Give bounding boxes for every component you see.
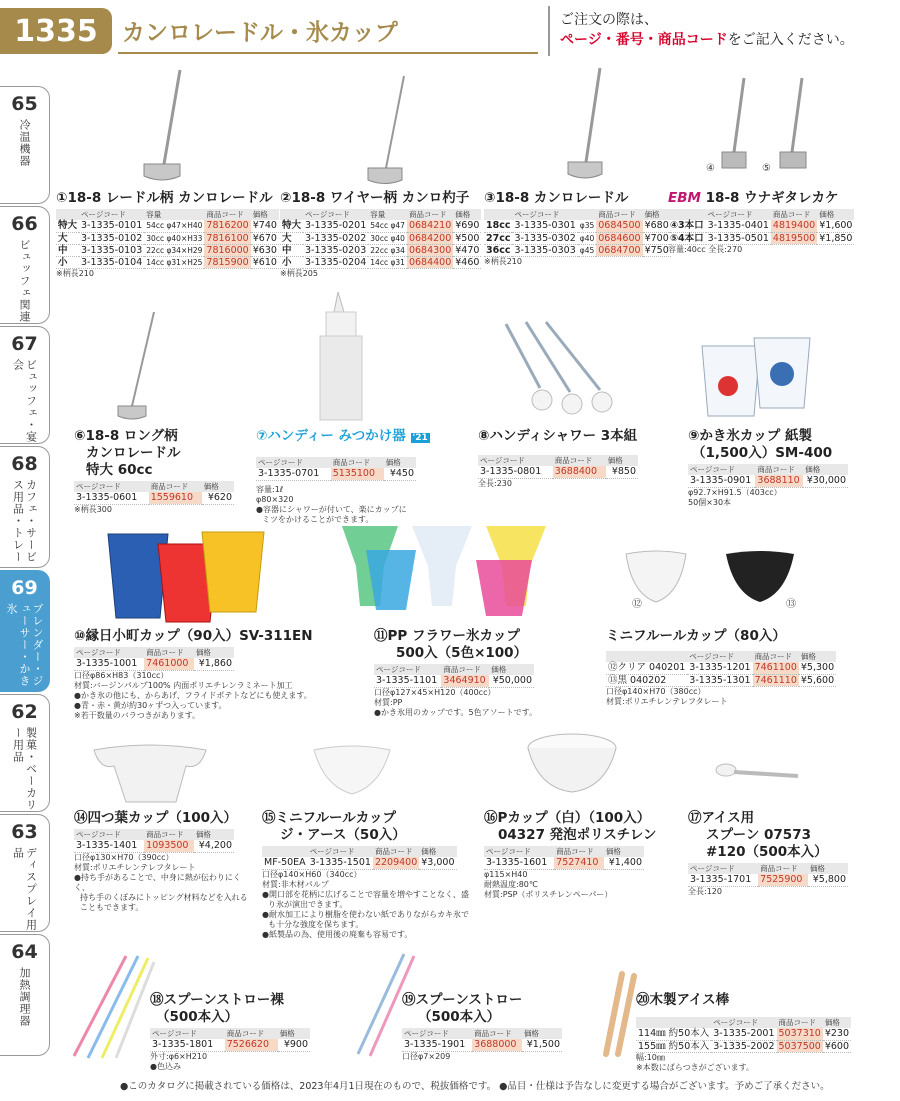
product-4-5 xyxy=(668,190,853,255)
product-18-title: ⑱スプーンストロー裸 xyxy=(150,992,284,1008)
image-label-13: ⑬ xyxy=(786,599,796,610)
table-row[interactable]: 114㎜ 約50本入 3-1335-2001 5037310 ¥230 xyxy=(638,1028,850,1040)
product-8-title: ⑧ハンディシャワー 3本組 xyxy=(478,428,638,444)
product-3-title: ③18-8 カンロレードル xyxy=(484,190,629,206)
p-cup-image xyxy=(522,730,622,796)
hand-shower-image xyxy=(496,318,626,418)
table-row[interactable]: 3-1335-1401 1093500 ¥4,200 xyxy=(76,840,232,852)
table-row[interactable]: 特大 3-1335-0101 54cc φ47×H40 7816200 ¥740 xyxy=(58,220,277,232)
spoon-straw-bare-image xyxy=(66,950,156,1062)
product-11-table: ページコード 商品コード 価格 3-1335-1101 3464910 ¥50,000 xyxy=(376,665,532,687)
product-1-note: ※柄長210 xyxy=(56,268,94,278)
product-8-table: ページコード 商品コード 価格 3-1335-0801 3688400 ¥850 xyxy=(480,456,636,478)
product-19-table: ページコード 商品コード 価格 3-1335-1901 3688000 ¥1,500 xyxy=(404,1029,560,1051)
table-row[interactable]: 小 3-1335-0104 14cc φ31×H25 7815900 ¥610 xyxy=(58,256,277,268)
product-11-title: ⑪PP フラワー氷カップ xyxy=(374,628,520,644)
product-17: ⑰アイス用 スプーン 07573 #120（500本入） ページコード 商品コード 価格 3-1335-1701 7525900 ¥5,800 全長:120 xyxy=(688,810,858,897)
product-3 xyxy=(484,190,669,267)
product-9: ⑨かき氷カップ 紙製 （1,500入）SM-400 ページコード 商品コード 価格 3-1335-0901 3688110 ¥30,000 φ92.7×H91.5（403cc） 50個×30本 xyxy=(688,428,858,508)
ladle-image-1 xyxy=(130,64,200,184)
product-7-title: ⑦ハンディー みつかけ器 '21 xyxy=(256,428,428,444)
paper-ice-cup-image xyxy=(696,330,816,422)
table-row[interactable]: 大 3-1335-0102 30cc φ40×H33 7816100 ¥670 xyxy=(58,232,277,244)
tab-67[interactable]: 67 ビュッフェ・宴会 xyxy=(0,326,50,444)
product-2-table: ページコード 容量 商品コード 価格 特大 3-1335-0201 54cc φ47 0684210 ¥690 大 3-1335-0202 30cc φ40 0684200 ¥500 中 3-1335-0203 22cc φ34 0684300 ¥470 小 3-1335-0204 14cc φ31 0684400 ¥460 xyxy=(282,210,480,268)
product-2-title: ②18-8 ワイヤー柄 カンロ杓子 xyxy=(280,190,470,206)
product-12-13: ミニフルールカップ（80入） ページコード 商品コード 価格 ⑫クリア 040201 3-1335-1201 7461100 ¥5,300 ⑬黒 040202 3-1335-1301 7461110 ¥5,600 口径φ140×H70（380cc） 材質:ポリエチレンテレフタレート xyxy=(606,628,835,706)
ladle-image-2 xyxy=(350,72,420,187)
product-8: ⑧ハンディシャワー 3本組 ページコード 商品コード 価格 3-1335-0801 3688400 ¥850 全長:230 xyxy=(478,428,658,489)
product-10-title: ⑩縁日小町カップ（90入）SV-311EN xyxy=(74,628,313,644)
order-note: ご注文の際は、 ページ・番号・商品コードをご記入ください。 xyxy=(548,6,900,56)
table-row[interactable]: ④3本口 3-1335-0401 4819400 ¥1,600 xyxy=(670,220,853,232)
table-row[interactable]: 大 3-1335-0202 30cc φ40 0684200 ¥500 xyxy=(282,232,480,244)
product-15-title: ⑮ミニフルールカップ xyxy=(262,810,397,826)
product-6: ⑥18-8 ロング柄 カンロレードル 特大 60cc ページコード 商品コード 価格 3-1335-0601 1559610 ¥620 ※柄長300 xyxy=(74,428,244,515)
product-12-13-table: ページコード 商品コード 価格 ⑫クリア 040201 3-1335-1201 7461100 ¥5,300 ⑬黒 040202 3-1335-1301 7461110 ¥5,600 xyxy=(608,652,835,686)
wooden-stick-image xyxy=(596,968,640,1060)
table-row[interactable]: 36cc 3-1335-0303 φ45 0684700 ¥750 xyxy=(486,244,669,256)
ladle-image-3 xyxy=(548,64,618,184)
flower-ice-cup-image xyxy=(336,520,566,620)
the-earth-cup-image xyxy=(310,742,394,802)
product-16: ⑯Pカップ（白）（100入） 04327 発泡ポリスチレン ページコード 商品コード 価格 3-1335-1601 7527410 ¥1,400 φ115×H40 耐熱温度:80℃ 材質:PSP（ポリスチレンペーパー） xyxy=(484,810,674,900)
mini-fleur-cup-image xyxy=(620,548,800,612)
product-20-title: ⑳木製アイス棒 xyxy=(636,992,730,1008)
product-16-table: ページコード 商品コード 価格 3-1335-1601 7527410 ¥1,400 xyxy=(486,847,642,869)
table-row[interactable]: 特大 3-1335-0201 54cc φ47 0684210 ¥690 xyxy=(282,220,480,232)
table-row[interactable]: 3-1335-0901 3688110 ¥30,000 xyxy=(690,475,846,487)
table-row[interactable]: 155㎜ 約50本入 3-1335-2002 5037500 ¥600 xyxy=(638,1040,850,1052)
syrup-bottle-image xyxy=(312,290,372,426)
table-row[interactable]: ⑬黒 040202 3-1335-1301 7461110 ¥5,600 xyxy=(608,674,835,686)
product-20: ⑳木製アイス棒 ページコード 商品コード 価格 114㎜ 約50本入 3-1335-2001 5037310 ¥230 155㎜ 約50本入 3-1335-2002 5037500 ¥600 幅:10㎜ ※本数にばらつきがございます。 xyxy=(636,992,850,1072)
product-3-table: ページコード 商品コード 価格 18cc 3-1335-0301 φ35 0684500 ¥680 27cc 3-1335-0302 φ40 0684600 ¥700 36cc 3-1335-0303 φ45 0684700 ¥750 xyxy=(486,210,669,256)
product-4-5-title: EBM 18-8 ウナギタレカケ xyxy=(668,190,839,206)
product-9-table: ページコード 商品コード 価格 3-1335-0901 3688110 ¥30,000 xyxy=(690,465,846,487)
product-1-title: ①18-8 レードル柄 カンロレードル xyxy=(56,190,273,206)
tab-68[interactable]: 68 カフェ・サービス用品・トレー xyxy=(0,446,50,568)
tab-64[interactable]: 64 加熱調理器 xyxy=(0,934,50,1056)
tab-69[interactable]: 69 ブレンダー・ジューサー・かき氷 xyxy=(0,570,50,692)
table-row[interactable]: 中 3-1335-0203 22cc φ34 0684300 ¥470 xyxy=(282,244,480,256)
product-7: ⑦ハンディー みつかけ器 '21 ページコード 商品コード 価格 3-1335-0701 5135100 ¥450 容量:1ℓ φ80×320 ●容器にシャワーが付いて、楽にカップに ミツをかけることができます。 xyxy=(256,428,456,525)
table-row[interactable]: ⑤4本口 3-1335-0501 4819500 ¥1,850 xyxy=(670,232,853,244)
table-row[interactable]: 18cc 3-1335-0301 φ35 0684500 ¥680 xyxy=(486,220,669,232)
product-18-table: ページコード 商品コード 価格 3-1335-1801 7526620 ¥900 xyxy=(152,1029,308,1051)
product-18: ⑱スプーンストロー裸 （500本入） ページコード 商品コード 価格 3-1335-1801 7526620 ¥900 外寸:φ6×H210 ●色込み xyxy=(150,992,340,1072)
product-14-table: ページコード 商品コード 価格 3-1335-1401 1093500 ¥4,200 xyxy=(76,830,232,852)
table-row[interactable]: ⑫クリア 040201 3-1335-1201 7461100 ¥5,300 xyxy=(608,662,835,674)
product-4-5-table: ページコード 商品コード 価格 ④3本口 3-1335-0401 4819400 ¥1,600 ⑤4本口 3-1335-0501 4819500 ¥1,850 xyxy=(670,210,853,244)
product-12-13-title: ミニフルールカップ（80入） xyxy=(606,628,786,644)
long-ladle-image xyxy=(110,310,170,425)
ennichi-cup-image xyxy=(104,526,274,626)
product-4-5-note: 容量:40cc 全長:270 xyxy=(668,244,743,254)
product-17-table: ページコード 商品コード 価格 3-1335-1701 7525900 ¥5,800 xyxy=(690,864,846,886)
table-row[interactable]: 3-1335-1601 7527410 ¥1,400 xyxy=(486,857,642,869)
product-14: ⑭四つ葉カップ（100入） ページコード 商品コード 価格 3-1335-1401 1093500 ¥4,200 口径φ130×H70（390cc） 材質:ポリエチレンテレフタレート ●持ち手があることで、中身に熱が伝わりにくく、 持ち手のくぼみにトッピング材料などを入れる こともできます。 xyxy=(74,810,254,913)
table-row[interactable]: 3-1335-1701 7525900 ¥5,800 xyxy=(690,874,846,886)
tab-66[interactable]: 66 ビュッフェ関連 xyxy=(0,206,50,324)
title-underline xyxy=(118,52,538,54)
product-19: ⑲スプーンストロー （500本入） ページコード 商品コード 価格 3-1335-1901 3688000 ¥1,500 口径φ7×209 xyxy=(402,992,592,1062)
table-row[interactable]: 3-1335-0601 1559610 ¥620 xyxy=(76,492,232,504)
clover-cup-image xyxy=(90,742,210,812)
image-label-12: ⑫ xyxy=(632,599,642,610)
product-2 xyxy=(280,190,480,279)
product-1-table: ページコード 容量 商品コード 価格 特大 3-1335-0101 54cc φ47×H40 7816200 ¥740 大 3-1335-0102 30cc φ40×H33 7816100 ¥670 中 3-1335-0103 22cc φ34×H29 7816000 ¥630 小 3-1335-0104 14cc φ31×H25 7815900 ¥610 xyxy=(58,210,277,268)
footer-note: ●このカタログに掲載されている価格は、2023年4月1日現在のもので、税抜価格です。 ●品目・仕様は予告なしに変更する場合がございます。予めご了承ください。 xyxy=(120,1081,830,1092)
table-row[interactable]: 3-1335-1101 3464910 ¥50,000 xyxy=(376,675,532,687)
product-3-note: ※柄長210 xyxy=(484,256,522,266)
product-11: ⑪PP フラワー氷カップ 500入（5色×100） ページコード 商品コード 価格 3-1335-1101 3464910 ¥50,000 口径φ127×45×H120（400cc） 材質:PP ●かき氷用のカップです。5色アソートです。 xyxy=(374,628,574,718)
product-1 xyxy=(56,190,277,279)
product-9-title: ⑨かき氷カップ 紙製 xyxy=(688,428,813,444)
product-15-table: ページコード 商品コード 価格 MF-50EA 3-1335-1501 2209400 ¥3,000 xyxy=(264,847,455,869)
product-2-note: ※柄長205 xyxy=(280,268,318,278)
product-7-table: ページコード 商品コード 価格 3-1335-0701 5135100 ¥450 xyxy=(258,458,414,480)
product-19-title: ⑲スプーンストロー xyxy=(402,992,523,1008)
product-10: ⑩縁日小町カップ（90入）SV-311EN ページコード 商品コード 価格 3-1335-1001 7461000 ¥1,860 口径φ86×H83（310cc） 材質:バージンパルプ100% 内面ポリエチレンラミネート加工 ●かき氷の他にも、からあげ、フライドポテトなどにも使えます。 ●青・赤・黄が約30ヶずつ入っています。 ※若干数量のバラつきがあります。 xyxy=(74,628,334,721)
product-16-title: ⑯Pカップ（白）（100入） xyxy=(484,810,651,826)
product-15: ⑮ミニフルールカップ ジ・アース（50入） ページコード 商品コード 価格 MF-50EA 3-1335-1501 2209400 ¥3,000 口径φ140×H60（340cc） 材質:非木材パルプ ●開口部を花柄に広げることで容量を増やすことなく、盛 り氷が演出できます。 ●耐水加工により樹脂を使わない紙でありながらカキ氷で も十分な強度を保ちます。 ●紙製品の為、使用後の廃棄も容易です。 xyxy=(262,810,472,940)
table-row[interactable]: 27cc 3-1335-0302 φ40 0684600 ¥700 xyxy=(486,232,669,244)
page-number: 1335 xyxy=(0,8,112,54)
table-row[interactable]: 3-1335-1001 7461000 ¥1,860 xyxy=(76,658,232,670)
image-label-5: ⑤ xyxy=(762,163,771,174)
tab-65[interactable]: 65 冷温機器 xyxy=(0,86,50,204)
product-20-table: ページコード 商品コード 価格 114㎜ 約50本入 3-1335-2001 5037310 ¥230 155㎜ 約50本入 3-1335-2002 5037500 ¥600 xyxy=(638,1018,850,1052)
product-14-title: ⑭四つ葉カップ（100入） xyxy=(74,810,238,826)
table-row[interactable]: 小 3-1335-0204 14cc φ31 0684400 ¥460 xyxy=(282,256,480,268)
table-row[interactable]: 3-1335-1901 3688000 ¥1,500 xyxy=(404,1039,560,1051)
product-17-title: ⑰アイス用 xyxy=(688,810,755,826)
tab-63[interactable]: 63 ディスプレイ用品 xyxy=(0,814,50,932)
table-row[interactable]: 3-1335-1801 7526620 ¥900 xyxy=(152,1039,308,1051)
product-6-title: ⑥18-8 ロング柄 xyxy=(74,428,178,444)
page-title: カンロレードル・氷カップ xyxy=(122,20,398,46)
product-6-note: ※柄長300 xyxy=(74,504,112,514)
table-row[interactable]: 3-1335-0701 5135100 ¥450 xyxy=(258,468,414,480)
table-row[interactable]: 中 3-1335-0103 22cc φ34×H29 7816000 ¥630 xyxy=(58,244,277,256)
table-row[interactable]: MF-50EA 3-1335-1501 2209400 ¥3,000 xyxy=(264,857,455,869)
product-10-table: ページコード 商品コード 価格 3-1335-1001 7461000 ¥1,860 xyxy=(76,648,232,670)
tab-62[interactable]: 62 製菓・ベーカリー用品 xyxy=(0,694,50,812)
image-label-4: ④ xyxy=(706,163,715,174)
product-6-table: ページコード 商品コード 価格 3-1335-0601 1559610 ¥620 xyxy=(76,482,232,504)
table-row[interactable]: 3-1335-0801 3688400 ¥850 xyxy=(480,466,636,478)
ice-spoon-image xyxy=(712,760,802,784)
